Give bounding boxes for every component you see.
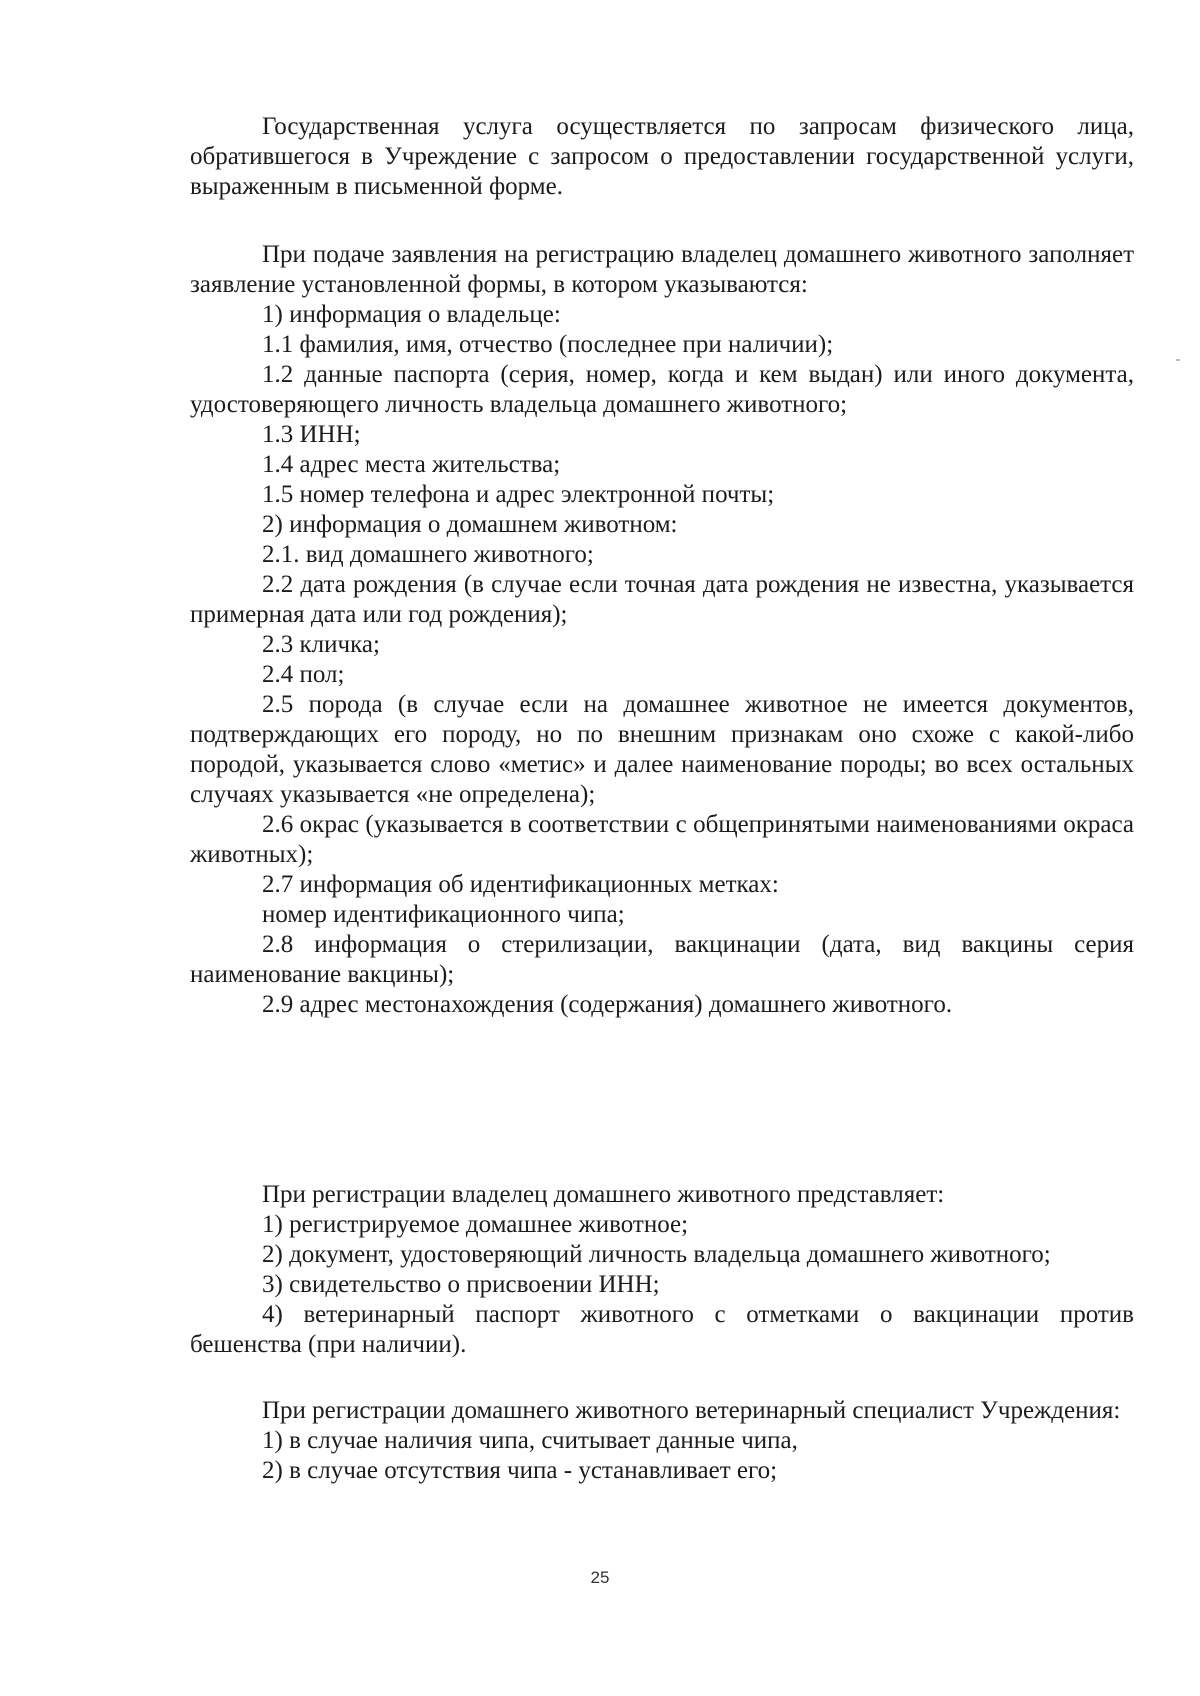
list-item-full-name: 1.1 фамилия, имя, отчество (последнее при наличии);	[262, 331, 834, 358]
section-application-contents	[190, 240, 1134, 1020]
list-item-pet-name: 2.3 кличка;	[262, 631, 380, 658]
scan-speck	[1176, 359, 1180, 361]
list-item-chip-number: номер идентификационного чипа;	[262, 901, 625, 928]
paragraph-application-intro: При подаче заявления на регистрацию владелец домашнего животного заполняет заявление установленной формы, в котором указываются:	[190, 241, 1134, 298]
list-item-breed: 2.5 порода (в случае если на домашнее животное не имеется документов, подтверждающих его породу, но по внешним признакам оно схоже с какой-либо породой, указывается слово «метис» и далее наименование породы; во всех остальных случаях указывается «не определена);	[190, 691, 1134, 808]
list-item-pet-info: 2) информация о домашнем животном:	[262, 511, 678, 538]
list-item-owner-info: 1) информация о владельце:	[262, 301, 561, 328]
section-vet-specialist	[190, 1396, 1134, 1486]
list-item-pet-sex: 2.4 пол;	[262, 661, 345, 688]
paragraph-vet-specialist-intro: При регистрации домашнего животного ветеринарный специалист Учреждения:	[262, 1397, 1121, 1424]
list-item-sterilization-vaccination: 2.8 информация о стерилизации, вакцинации (дата, вид вакцины серия наименование вакцины);	[190, 931, 1134, 988]
list-item-read-chip: 1) в случае наличия чипа, считывает данные чипа,	[262, 1427, 798, 1454]
list-item-vet-passport: 4) ветеринарный паспорт животного с отметками о вакцинации против бешенства (при наличии).	[190, 1301, 1134, 1358]
paragraph-service-basis: Государственная услуга осуществляется по запросам физического лица, обратившегося в Учреждение с запросом о предоставлении государственной услуги, выраженным в письменной форме.	[190, 113, 1134, 200]
list-item-registered-pet: 1) регистрируемое домашнее животное;	[262, 1211, 689, 1238]
list-item-phone-email: 1.5 номер телефона и адрес электронной почты;	[262, 481, 775, 508]
list-item-install-chip: 2) в случае отсутствия чипа - устанавливает его;	[262, 1457, 778, 1484]
list-item-inn: 1.3 ИНН;	[262, 421, 361, 448]
list-item-address: 1.4 адрес места жительства;	[262, 451, 561, 478]
paragraph-owner-provides-intro: При регистрации владелец домашнего животного представляет:	[262, 1181, 945, 1208]
list-item-id-tags: 2.7 информация об идентификационных метках:	[262, 871, 779, 898]
list-item-pet-species: 2.1. вид домашнего животного;	[262, 541, 594, 568]
list-item-pet-location: 2.9 адрес местонахождения (содержания) домашнего животного.	[262, 991, 953, 1018]
list-item-birth-date: 2.2 дата рождения (в случае если точная дата рождения не известна, указывается примерная дата или год рождения);	[190, 571, 1134, 628]
section-owner-provides	[190, 1180, 1134, 1360]
list-item-identity-document: 2) документ, удостоверяющий личность владельца домашнего животного;	[262, 1241, 1051, 1268]
section-service-basis	[190, 112, 1134, 202]
list-item-passport: 1.2 данные паспорта (серия, номер, когда и кем выдан) или иного документа, удостоверяющего личность владельца домашнего животного;	[190, 361, 1134, 418]
list-item-color: 2.6 окрас (указывается в соответствии с общепринятыми наименованиями окраса животных);	[190, 811, 1134, 868]
list-item-inn-certificate: 3) свидетельство о присвоении ИНН;	[262, 1271, 660, 1298]
page-number: 25	[590, 1568, 610, 1587]
